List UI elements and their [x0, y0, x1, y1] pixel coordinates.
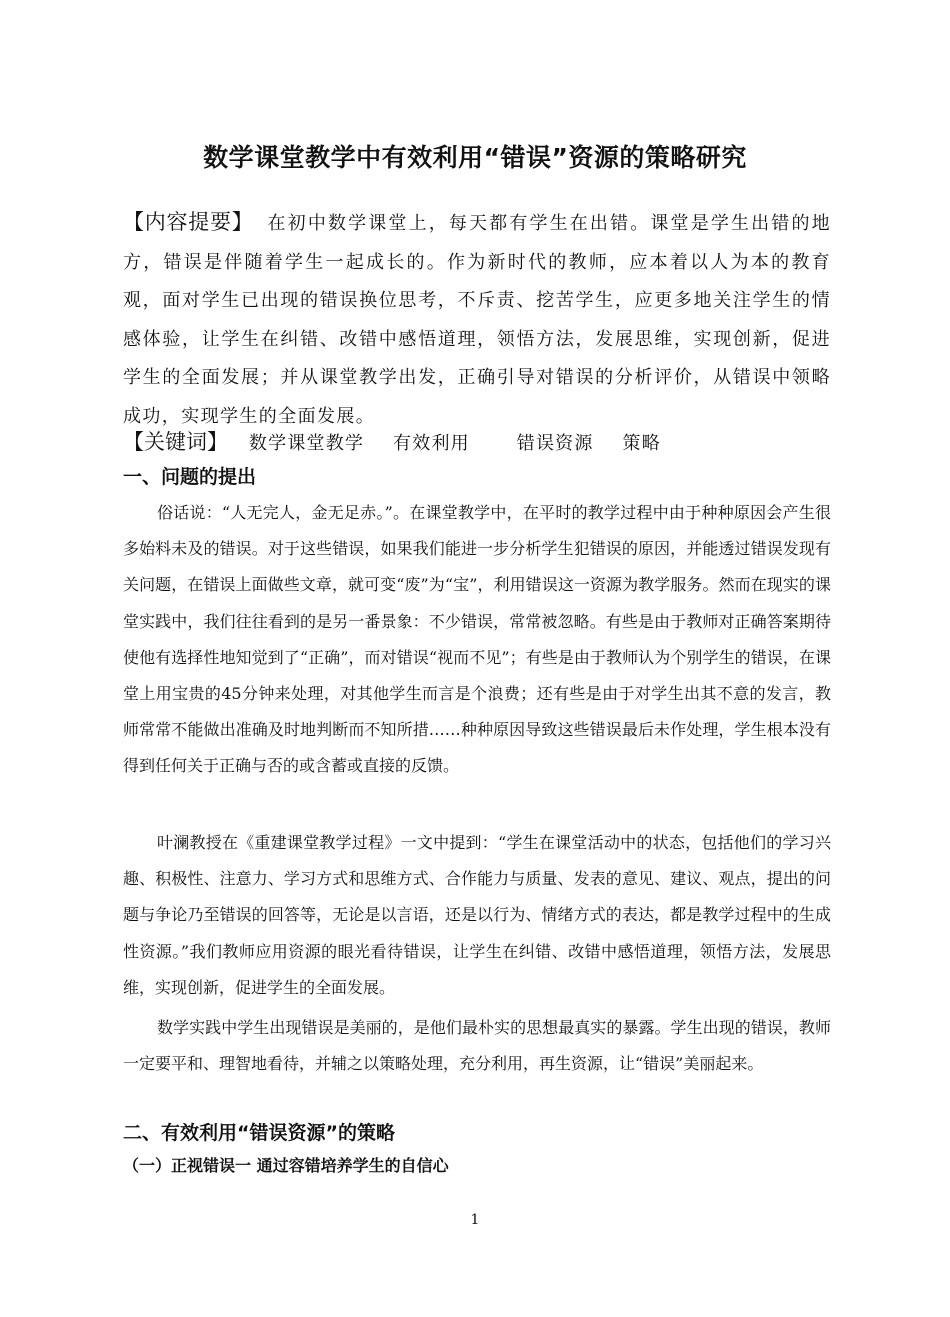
paragraph: 俗话说：“人无完人，金无足赤。”。在课堂教学中，在平时的教学过程中由于种种原因会产生很多始料未及的错误。对于这些错误，如果我们能进一步分析学生犯错误的原因，并能透过错误发现有关问题，在错误上面做些文章，就可变“废”为“宝”，利用错误这一资源为教学服务。然而在现实的课堂实践中，我们往往看到的是另一番景象：不少错误，常常被忽略。有些是由于教师对正确答案期待使他有选择性地知觉到了“正确”，而对错误“视而不见”；有些是由于教师认为个别学生的错误，在课堂上用宝贵的45分钟来处理，对其他学生而言是个浪费；还有些是由于对学生出其不意的发言，教师常常不能做出准确及时地判断而不知所措……种种原因导致这些错误最后未作处理，学生根本没有得到任何关于正确与否的或含蓄或直接的反馈。: [123, 503, 831, 776]
keywords-label: 【关键词】: [123, 430, 228, 454]
keyword: 有效利用: [393, 433, 470, 454]
paragraph: 叶澜教授在《重建课堂教学过程》一文中提到：“学生在课堂活动中的状态，包括他们的学习兴趣、积极性、注意力、学习方式和思维方式、合作能力与质量、发表的意见、建议、观点，提出的问题与争论乃至错误的回答等，无论是以言语，还是以行为、情绪方式的表达，都是教学过程中的生成性资源。”我们教师应用资源的眼光看待错误，让学生在纠错、改错中感悟道理，领悟方法，发展思维，实现创新，促进学生的全面发展。: [123, 833, 831, 997]
abstract: [123, 203, 831, 436]
abstract-text: 在初中数学课堂上，每天都有学生在出错。课堂是学生出错的地方，错误是伴随着学生一起成长的。作为新时代的教师，应本着以人为本的教育观，面对学生已出现的错误换位思考，不斥责、挖苦学生，应更多地关注学生的情感体验，让学生在纠错、改错中感悟道理，领悟方法，发展思维，实现创新，促进学生的全面发展；并从课堂教学出发，正确引导对错误的分析评价，从错误中领略成功，实现学生的全面发展。: [123, 213, 832, 427]
keywords: [123, 425, 831, 461]
document-title: 数学课堂教学中有效利用“错误”资源的策略研究: [203, 143, 747, 172]
subsection-heading: （一）正视错误一 通过容错培养学生的自信心: [123, 1156, 449, 1175]
section-heading: 二、有效利用“错误资源”的策略: [123, 1122, 395, 1144]
keyword: 错误资源: [516, 433, 594, 454]
keyword: 策略: [622, 433, 661, 454]
page-number: 1: [470, 1212, 480, 1228]
paragraph: 数学实践中学生出现错误是美丽的，是他们最朴实的思想最真实的暴露。学生出现的错误，教师一定要平和、理智地看待，并辅之以策略处理，充分利用，再生资源，让“错误”美丽起来。: [123, 1018, 831, 1074]
keyword: 数学课堂教学: [248, 433, 365, 454]
section-heading: 一、问题的提出: [123, 466, 257, 488]
abstract-label: 【内容提要】: [123, 210, 254, 234]
